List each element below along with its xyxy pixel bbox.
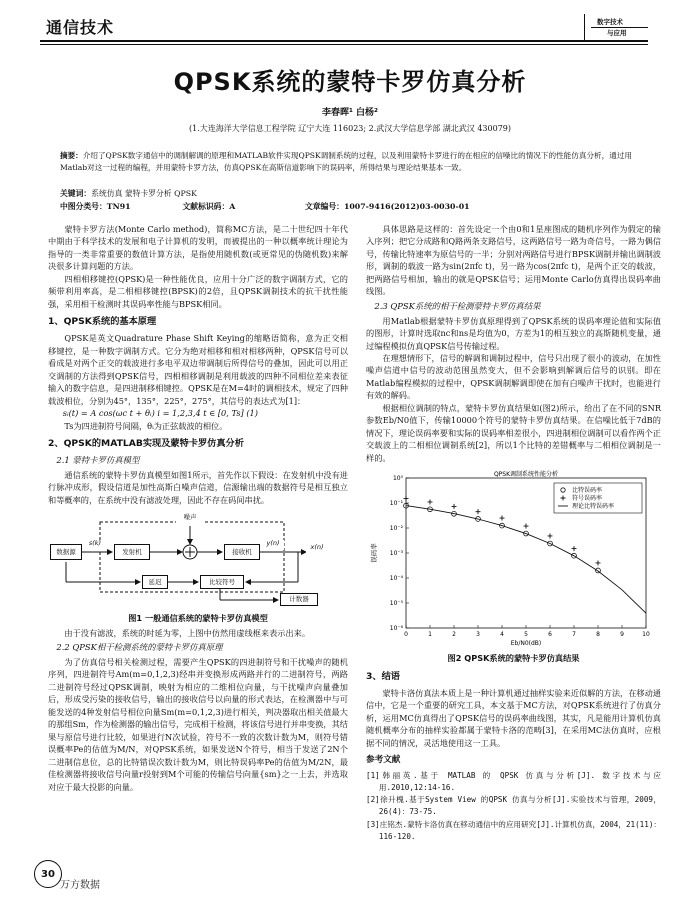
x-tick-label: 3 [476, 631, 480, 639]
symbol-ser-point [548, 534, 553, 539]
receiver-block: 接收机 [224, 544, 260, 560]
keywords-label: 关键词： [60, 189, 92, 198]
formula: sᵢ(t) = A cos(ωc t + θᵢ) i = 1,2,3,4 t ∈ [0, Ts] (1) [62, 408, 258, 419]
paragraph: 用Matlab根据蒙特卡罗仿真原理得到了QPSK系统的误码率理论值和实际值的图形，计算时选取nc和ns是均值为0，方差为1的相互独立的高斯随机变量，通过编程模拟仿真QPSK信号传输过程。 [366, 315, 661, 351]
paper-title: QPSK系统的蒙特卡罗仿真分析 [173, 68, 527, 96]
legend-label: 符号误码率 [572, 495, 603, 503]
legend-label: 比特误码率 [572, 487, 603, 495]
symbol-ser-point [500, 516, 505, 521]
transmitter-block: 发射机 [114, 544, 150, 560]
paragraph: 通信系统的蒙特卡罗仿真模型如图1所示，首先作以下假设：在发射机中没有进行脉冲成形，假设信道是加性高斯白噪声信道，信源输出端的数据符号是相互独立和等概率的，在系统中没有滤波处理，因此不存在码间串扰。 [48, 469, 348, 505]
noise-label: 噪声 [176, 514, 204, 525]
classification [60, 201, 620, 213]
data-source-block: 数据源 [50, 544, 82, 560]
y-tick-label: 10⁻⁵ [389, 600, 403, 608]
abstract-text: 介绍了QPSK数字通信中的调制解调的原理和MATLAB软件实现QPSK调制系统的过程，以及利用蒙特卡罗进行的在相应的信噪比的情况下的性能仿真分析，通过用Matlab对这一过程的编程，并用蒙特卡罗方法，仿真QPSK在高斯信道影响下的误码率，所得结果与理论结果基本一致。 [60, 151, 633, 172]
keywords [60, 188, 197, 200]
x-tick-label: 4 [500, 631, 504, 639]
badge-bottom: 与应用 [607, 29, 627, 37]
badge-top: 数字技术 [597, 18, 623, 26]
symbol-ser-point [476, 509, 481, 514]
page-number: 30 [34, 860, 62, 888]
figure-2-caption: 图2 QPSK系统的蒙特卡罗仿真结果 [447, 653, 580, 664]
s-signal-label: s(k) [84, 540, 106, 550]
clc-number: 中图分类号：TN91 [60, 202, 131, 211]
abstract [60, 150, 640, 174]
reference-item: [1]韩丽英.基于 MATLAB 的 QPSK 仿真与分析[J]. 数字技术与应用.2010,12:14-16. [366, 771, 661, 793]
y-tick-label: 10⁻³ [389, 550, 403, 558]
y-tick-label: 10⁻⁶ [389, 625, 403, 633]
header-rule [40, 40, 648, 42]
y-signal-label: y(n) [262, 540, 284, 550]
figure-1-caption: 图1 一般通信系统的蒙特卡罗仿真模型 [128, 613, 268, 624]
ber-chart-svg [366, 468, 661, 650]
x-axis-label: Eb/N0(dB) [510, 640, 542, 648]
symbol-ser-point [452, 504, 457, 509]
x-signal-label: x(n) [306, 544, 328, 554]
compare-block: 比较符号 [200, 575, 244, 589]
chart-title: QPSK调制系统性能分析 [493, 471, 559, 479]
paragraph: 具体思路是这样的：首先设定一个由0和1星座图成的随机序列作为假定的输入序列；把它分成路和Q路两条支路信号，这两路信号一路为奇信号，一路为偶信号，传输比特速率为原信号的一半；分别对两路信号进行BPSK调制并输出调制波形，调制的载波一路为sin(2πfc t)，另一路为cos(2πfc t)，是两个正交的载波，把两路信号相加，输出的就是QPSK信号；运用Monte Carlo仿真得出误码率曲线图。 [366, 224, 661, 297]
x-tick-label: 8 [596, 631, 600, 639]
y-tick-label: 10⁰ [392, 475, 403, 483]
reference-list [366, 770, 661, 843]
reference-item: [3]庄铭杰.蒙特卡洛仿真在移动通信中的应用研究[J].计算机仿真，2004，21(11)：116-120. [366, 819, 661, 841]
x-tick-label: 10 [642, 631, 650, 639]
figure-1-diagram [48, 514, 348, 606]
paragraph: 根据相位调制的特点，蒙特卡罗仿真结果如(图2)所示，给出了在不同的SNR参数Eb/N0值下，传输10000个符号的蒙特卡罗仿真结果。在信噪比低于7dB的情况下，理论误码率要和实际的误码率相差很小，四进制相位调制可以看作两个正交载波上的二相相位调制系统[2]，所以1个比特的差错概率与二相相位调制是一样的。 [366, 402, 661, 463]
right-column [366, 223, 661, 843]
symbol-ser-point [572, 546, 577, 551]
y-tick-label: 10⁻¹ [389, 500, 403, 508]
header-rule-thin [40, 44, 648, 45]
affiliation: (1.大连海洋大学信息工程学院 辽宁大连 116023; 2.武汉大学信息学部 湖北武汉 430079) [189, 124, 511, 133]
badge-divider [591, 27, 648, 28]
authors: 李春晖¹ 白杨² [321, 108, 379, 118]
y-tick-label: 10⁻² [389, 525, 403, 533]
paragraph: 四相相移键控(QPSK)是一种性能优良，应用十分广泛的数字调制方式，它的频带利用率高，是二相相移键控(BPSK)的2倍，且QPSK调制技术的抗干扰性能强，采用相干检测时其误码率性能与BPSK相同。 [48, 273, 348, 309]
subsection-heading: 2.1 蒙特卡罗仿真模型 [56, 455, 140, 465]
paragraph: 蒙特卡罗方法(Monte Carlo method)，简称MC方法，是二十世纪四十年代中期由于科学技术的发展和电子计算机的发明，而被提出的一种以概率统计理论为指导的一类非常重要的数值计算方法，是指使用随机数(或更常见的伪随机数)来解决很多计算问题的方法。 [48, 224, 348, 272]
subsection-heading: 2.3 QPSK系统的相干检测蒙特卡罗仿真结果 [374, 300, 541, 311]
references-heading: 参考文献 [366, 755, 401, 765]
symbol-ser-point [524, 524, 529, 529]
x-tick-label: 9 [620, 631, 624, 639]
x-tick-label: 5 [524, 631, 528, 639]
x-tick-label: 2 [452, 631, 456, 639]
abstract-label: 摘要： [60, 151, 83, 160]
x-tick-label: 7 [572, 631, 576, 639]
y-tick-label: 10⁻⁴ [389, 575, 403, 583]
legend-label: 理论比特误码率 [572, 503, 615, 511]
section-header: 通信技术 [46, 18, 115, 37]
article-number: 文章编号：1007-9416(2012)03-0030-01 [304, 202, 470, 211]
paragraph: 在理想情形下，信号的解调和调制过程中，信号只出现了很小的波动，在加性噪声信道中信号的波动范围虽然变大，但不会影响到解调后信号的识别。即在Matlab编程模拟的过程中，QPSK调制解调即使在加有白噪声干扰时，也能进行有效的解码。 [366, 352, 661, 401]
section-heading: 1、QPSK系统的基本原理 [48, 316, 157, 328]
left-column [48, 223, 348, 793]
doc-code: 文献标识码：A [182, 202, 236, 211]
symbol-ser-point [596, 561, 601, 566]
x-tick-label: 6 [548, 631, 552, 639]
paragraph: Ts为四进制符号间隔，θᵢ为正弦载波的相位。 [64, 420, 228, 431]
x-tick-label: 0 [404, 631, 408, 639]
y-axis-label: 误码率 [370, 543, 378, 563]
paragraph: 由于没有滤波，系统的时延为零，上图中仿然用虚线框来表示出来。 [64, 627, 311, 638]
paragraph: QPSK是英文Quadrature Phase Shift Keying的缩略语简称，意为正交相移键控，是一种数字调制方式。它分为绝对相移和相对相移两种，QPSK信号可以看成是对两个正交的载波进行多电平双边带调制后所得信号的叠加，因此可以用正交调制的方法得到QPSK信号，四相相移调制是利用载波的四种不同相位差来表征输入的数字信息，是四进制移相键控。QPSK是在M=4时的调相技术，规定了四种载波相位，分别为45°，135°，225°，275°，其信号的表达式为[1]： [48, 333, 348, 406]
x-tick-label: 1 [428, 631, 432, 639]
keywords-text: 系统仿真 蒙特卡罗分析 QPSK [91, 189, 197, 198]
symbol-ser-point [404, 496, 409, 501]
section-heading: 3、结语 [366, 670, 400, 682]
paragraph: 为了仿真信号相关检测过程，需要产生QPSK的四进制符号和干扰噪声的随机序列，四进制符号Am(m=0,1,2,3)经串并变换形成两路并行的二进制符号，两路二进制符号经过QPSK调制，映射为相应的二维相位向量，与干扰噪声向量叠加后，形成受污染的接收信号，输出的接收信号以向量的形式表达，在检测器中与可能发送的4种发射信号相位向量Sm(m=0,1,2,3)进行相关，判决器取出相关值最大的那组Sm，作为检测器的输出信号，完成相干检测，将该信号进行并串变换，其结果与原信号进行比较，如果进行N次试验，符号不一致的次数计数为M，则符号错误概率Pe的估值为M/N，对QPSK系统，如果发送N个符号，相当于发送了2N个二进制信息位，总的比特错误次数计数为M，则比特误码率Pe的估值为M/2N，最佳检测器将接收信号向量r投射到M个可能的传输信号向量{sm}之一上去，并选取对应于最大投影的向量。 [48, 656, 348, 792]
paragraph: 蒙特卡洛仿真法本质上是一种计算机通过抽样实验来近似解的方法，在移动通信中，它是一个重要的研究工具，本文基于MC方法，对QPSK系统进行了仿真分析，运用MC仿真得出了QPSK信号的误码率曲线图，其实，凡是能用计算机仿真随机概率分布的抽样实验都属于蒙特卡洛的范畴[3]，在采用MC法仿真时，应根据不同的情况，灵活地使用这一工具。 [366, 687, 661, 748]
reference-item: [2]徐升槐.基于System View 的QPSK 仿真与分析[J].实验技术与管理，2009，26(4)：73-75. [366, 795, 661, 817]
symbol-ser-point [428, 500, 433, 505]
theory-ber-line [406, 506, 646, 614]
journal-badge [584, 14, 648, 40]
counter-block: 计数器 [280, 593, 318, 606]
subsection-heading: 2.2 QPSK相干检测系统的蒙特卡罗仿真原理 [56, 642, 223, 653]
section-heading: 2、QPSK的MATLAB实现及蒙特卡罗仿真分析 [48, 438, 244, 450]
ber-chart [366, 468, 661, 650]
watermark: 万方数据 [60, 880, 100, 891]
delay-block: 延迟 [142, 575, 168, 589]
